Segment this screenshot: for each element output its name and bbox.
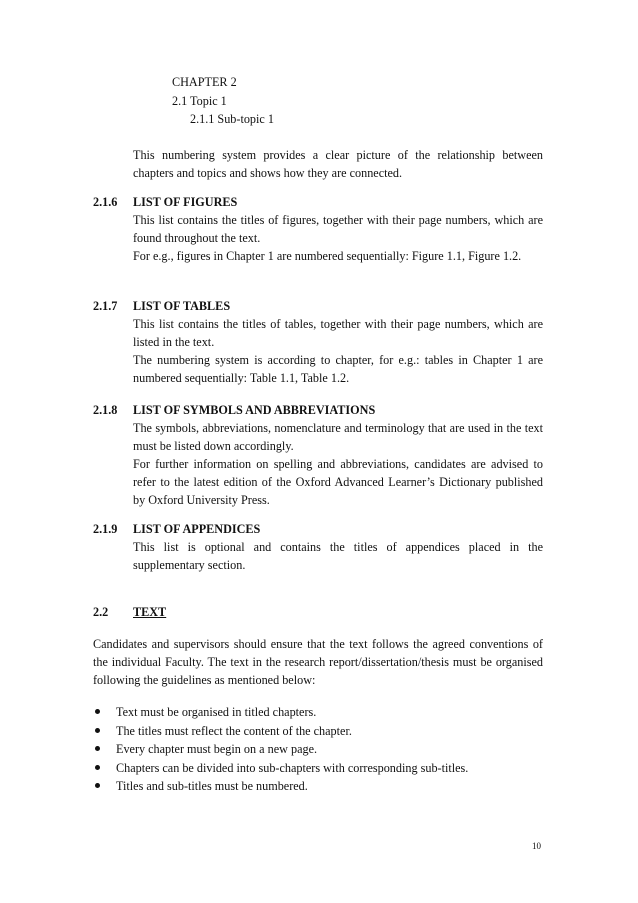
section-number-tables: 2.1.7 bbox=[93, 299, 118, 313]
section-number-figures: 2.1.6 bbox=[93, 195, 118, 209]
bullet-icon bbox=[95, 709, 100, 714]
list-item-text: Every chapter must begin on a new page. bbox=[116, 742, 318, 756]
page-number: 10 bbox=[532, 841, 541, 851]
section-title-figures: LIST OF FIGURES bbox=[133, 195, 238, 209]
text-section-intro: Candidates and supervisors should ensure that the text follows the agreed conventions of the individual Faculty. The text in the research report/dissertation/thesis must be organised following the guidelines as mentioned below: bbox=[93, 637, 543, 687]
paragraph: This list contains the titles of tables, together with their page numbers, which are listed in the text. bbox=[133, 317, 543, 349]
section-number-symbols: 2.1.8 bbox=[93, 403, 118, 417]
example-description: This numbering system provides a clear picture of the relationship between chapters and topics and shows how they are connected. bbox=[133, 148, 543, 180]
list-item bbox=[93, 740, 553, 759]
example-subtopic: 2.1.1 Sub-topic 1 bbox=[190, 112, 274, 126]
section-title-tables: LIST OF TABLES bbox=[133, 299, 231, 313]
list-item bbox=[93, 703, 553, 722]
list-item bbox=[93, 759, 553, 778]
paragraph: For further information on spelling and abbreviations, candidates are advised to refer to the latest edition of the Oxford Advanced Learner’s Dictionary published by Oxford University Press. bbox=[133, 457, 543, 507]
list-item bbox=[93, 722, 553, 741]
section-body-tables bbox=[133, 315, 543, 387]
example-topic: 2.1 Topic 1 bbox=[172, 94, 227, 108]
paragraph: This list is optional and contains the titles of appendices placed in the supplementary section. bbox=[133, 540, 543, 572]
paragraph: For e.g., figures in Chapter 1 are numbered sequentially: Figure 1.1, Figure 1.2. bbox=[133, 249, 522, 263]
section-number-text: 2.2 bbox=[93, 605, 109, 619]
paragraph: This list contains the titles of figures, together with their page numbers, which are found throughout the text. bbox=[133, 213, 543, 245]
bullet-icon bbox=[95, 728, 100, 733]
example-chapter: CHAPTER 2 bbox=[172, 75, 237, 89]
list-item-text: Chapters can be divided into sub-chapters with corresponding sub-titles. bbox=[116, 760, 469, 775]
paragraph: The symbols, abbreviations, nomenclature and terminology that are used in the text must be listed down accordingly. bbox=[133, 421, 543, 453]
paragraph: The numbering system is according to chapter, for e.g.: tables in Chapter 1 are numbered sequentially: Table 1.1, Table 1.2. bbox=[133, 353, 543, 385]
section-body-figures bbox=[133, 211, 543, 265]
section-title-appendices: LIST OF APPENDICES bbox=[133, 522, 261, 536]
list-item bbox=[93, 777, 553, 796]
section-title-text: TEXT bbox=[133, 605, 167, 619]
section-body-symbols bbox=[133, 419, 543, 509]
section-body-appendices bbox=[133, 538, 543, 574]
example-description-block bbox=[133, 146, 543, 182]
list-item-text: Titles and sub-titles must be numbered. bbox=[116, 779, 308, 793]
section-title-symbols: LIST OF SYMBOLS AND ABBREVIATIONS bbox=[133, 403, 376, 417]
bullet-icon bbox=[95, 765, 100, 770]
bullet-icon bbox=[95, 783, 100, 788]
section-number-appendices: 2.1.9 bbox=[93, 522, 118, 536]
guideline-list bbox=[93, 703, 553, 796]
bullet-icon bbox=[95, 746, 100, 751]
list-item-text: The titles must reflect the content of the chapter. bbox=[116, 723, 352, 738]
list-item-text: Text must be organised in titled chapters. bbox=[116, 705, 317, 719]
